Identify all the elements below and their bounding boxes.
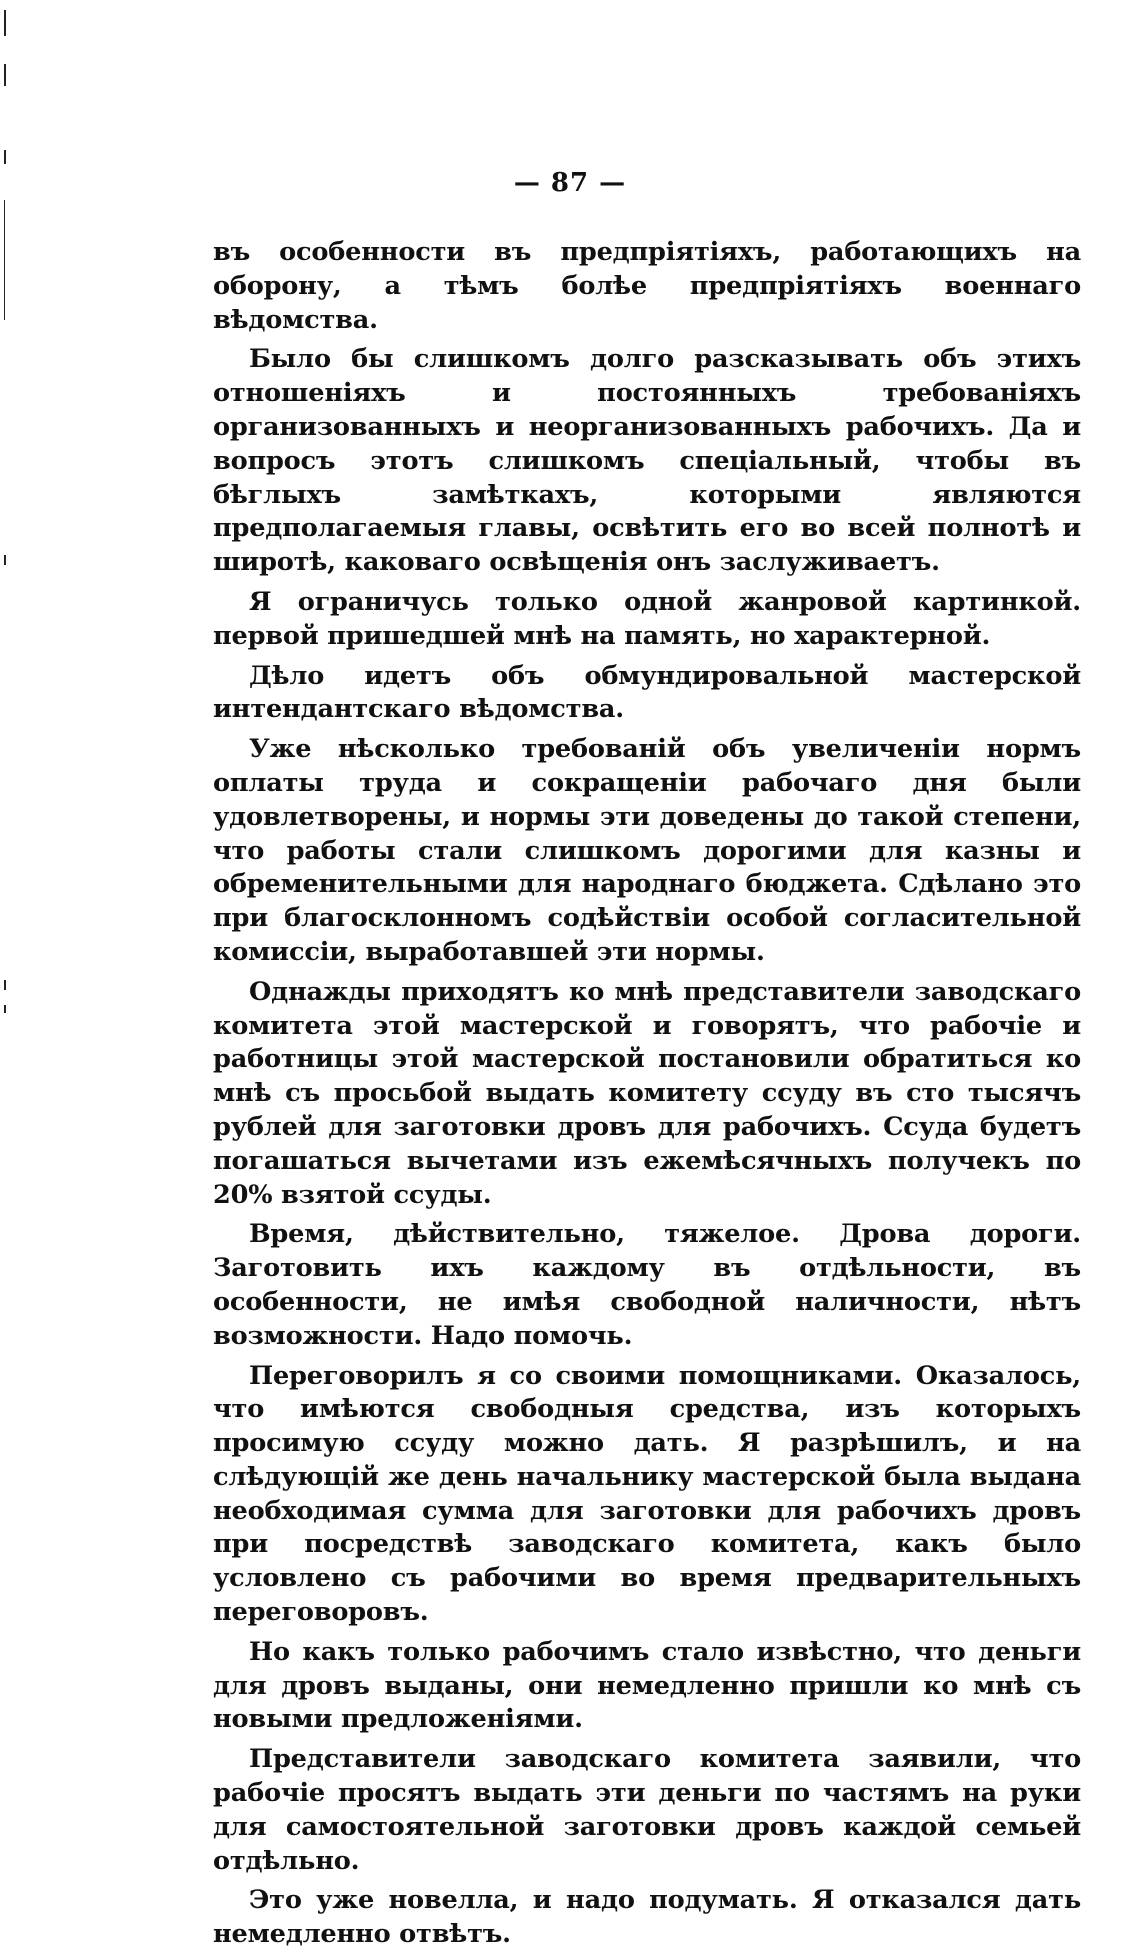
scan-margin-marks [0,0,14,1788]
scan-mark [4,555,6,565]
body-text [213,236,1081,1958]
paragraph-1: въ особенности въ предпріятіяхъ, работающихъ на оборону, а тѣмъ болѣе предпріятіяхъ военнаго вѣдомства. [213,237,1081,335]
paragraph-3: Я ограничусь только одной жанровой картинкой. первой пришедшей мнѣ на память, но характерной. [213,586,1081,651]
scan-mark [4,980,6,990]
scan-mark [4,1005,6,1013]
paragraph-7: Время, дѣйствительно, тяжелое. Дрова дороги. Заготовить ихъ каждому въ отдѣльности, въ особенности, не имѣя свободной наличности, нѣтъ возможности. Надо помочь. [213,1219,1081,1351]
paragraph-9: Но какъ только рабочимъ стало извѣстно, что деньги для дровъ выданы, они немедленно пришли ко мнѣ съ новыми предложеніями. [213,1636,1081,1735]
paragraph-5: Уже нѣсколько требованій объ увеличеніи нормъ оплаты труда и сокращеніи рабочаго дня были удовлетворены, и нормы эти доведены до такой степени, что работы стали слишкомъ дорогими для казны и обременительными для народнаго бюджета. Сдѣлано это при благосклонномъ содѣйствіи особой согласительной комиссіи, выработавшей эти нормы. [213,734,1081,967]
paragraph-6: Однажды приходятъ ко мнѣ представители заводскаго комитета этой мастерской и говорятъ, что рабочіе и работницы этой мастерской постановили обратиться ко мнѣ съ просьбой выдать комитету ссуду въ сто тысячъ рублей для заготовки дровъ для рабочихъ. Ссуда будетъ погашаться вычетами изъ ежемѣсячныхъ получекъ по 20% взятой ссуды. [213,976,1081,1210]
paragraph-11: Это уже новелла, и надо подумать. Я отказался дать немедленно отвѣтъ. [213,1885,1081,1950]
paragraph-2: Было бы слишкомъ долго разсказывать объ этихъ отношеніяхъ и постоянныхъ требованіяхъ организованныхъ и неорганизованныхъ рабочихъ. Да и вопросъ этотъ слишкомъ спеціальный, чтобы въ бѣглыхъ замѣткахъ, которыми являются предполагаемыя главы, освѣтить его во всей полнотѣ и широтѣ, каковаго освѣщенія онъ заслуживаетъ. [213,344,1081,578]
scan-mark [4,10,6,36]
paragraph-4: Дѣло идетъ объ обмундировальной мастерской интендантскаго вѣдомства. [213,660,1081,725]
page-number: — 87 — [513,168,627,198]
scan-mark [4,64,6,86]
scan-mark [4,200,5,320]
paragraph-10: Представители заводскаго комитета заявили, что рабочіе просятъ выдать эти деньги по частямъ на руки для самостоятельной заготовки дровъ каждой семьей отдѣльно. [213,1744,1081,1876]
paragraph-8: Переговорилъ я со своими помощниками. Оказалось, что имѣются свободныя средства, изъ которыхъ просимую ссуду можно дать. Я разрѣшилъ, и на слѣдующій же день начальнику мастерской была выдана необходимая сумма для заготовки для рабочихъ дровъ при посредствѣ заводскаго комитета, какъ было условлено съ рабочими во время предварительныхъ переговоровъ. [213,1360,1081,1628]
scan-mark [4,150,6,164]
